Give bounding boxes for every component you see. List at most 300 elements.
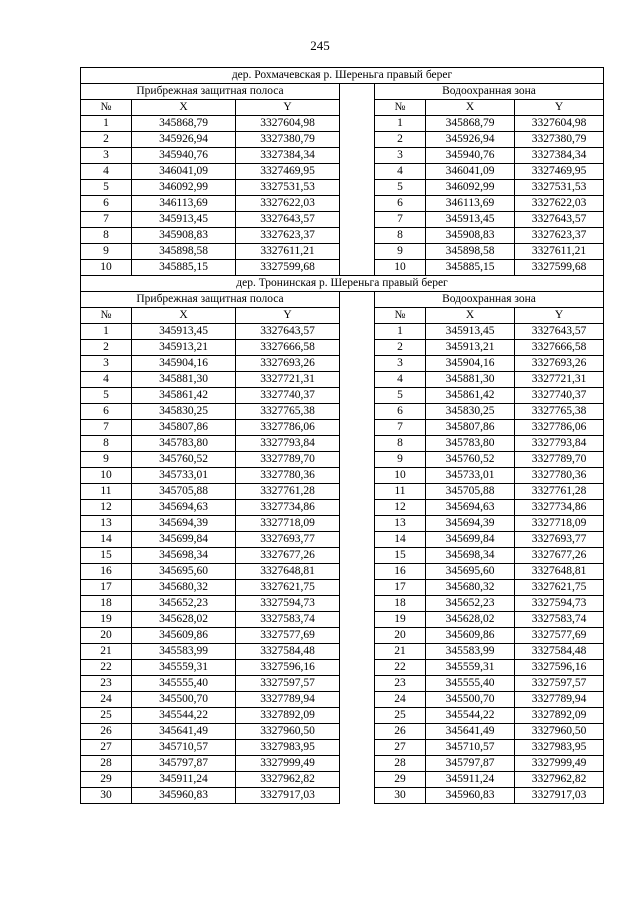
left-cell: 10 (81, 468, 132, 484)
right-cell: 3327721,31 (515, 372, 604, 388)
table-row (81, 196, 604, 212)
left-cell: 6 (81, 404, 132, 420)
table-row (81, 708, 604, 724)
right-cell: 3327594,73 (515, 596, 604, 612)
table-row (81, 772, 604, 788)
right-cell: 345783,80 (426, 436, 515, 452)
right-cell: 3327789,70 (515, 452, 604, 468)
right-cell: 345500,70 (426, 692, 515, 708)
column-gap (340, 244, 375, 260)
left-cell: 345960,83 (132, 788, 236, 804)
right-cell: 9 (375, 452, 426, 468)
column-gap (340, 292, 375, 308)
left-cell: 345628,02 (132, 612, 236, 628)
right-cell: 3327621,75 (515, 580, 604, 596)
column-gap (340, 772, 375, 788)
right-cell: 24 (375, 692, 426, 708)
left-cell: 3327917,03 (236, 788, 340, 804)
right-subtitle: Водоохранная зона (375, 292, 604, 308)
right-header-cell: Y (515, 100, 604, 116)
right-header-cell: X (426, 100, 515, 116)
right-cell: 3327740,37 (515, 388, 604, 404)
right-cell: 9 (375, 244, 426, 260)
right-cell: 3 (375, 148, 426, 164)
column-gap (340, 436, 375, 452)
left-cell: 346092,99 (132, 180, 236, 196)
right-cell: 345555,40 (426, 676, 515, 692)
left-cell: 345694,39 (132, 516, 236, 532)
column-gap (340, 372, 375, 388)
left-cell: 29 (81, 772, 132, 788)
left-cell: 3327531,53 (236, 180, 340, 196)
right-cell: 22 (375, 660, 426, 676)
left-cell: 345609,86 (132, 628, 236, 644)
column-gap (340, 500, 375, 516)
right-cell: 1 (375, 324, 426, 340)
right-cell: 345694,39 (426, 516, 515, 532)
left-cell: 3327734,86 (236, 500, 340, 516)
table-row (81, 356, 604, 372)
right-cell: 345652,23 (426, 596, 515, 612)
section-title: дер. Рохмачевская р. Шереньга правый берег (81, 68, 604, 84)
left-cell: 3327721,31 (236, 372, 340, 388)
column-gap (340, 692, 375, 708)
left-cell: 3327384,34 (236, 148, 340, 164)
table-row (81, 468, 604, 484)
coordinates-table (80, 67, 604, 804)
left-cell: 30 (81, 788, 132, 804)
right-cell: 28 (375, 756, 426, 772)
right-cell: 3327380,79 (515, 132, 604, 148)
left-cell: 24 (81, 692, 132, 708)
left-cell: 7 (81, 420, 132, 436)
column-gap (340, 532, 375, 548)
right-cell: 7 (375, 420, 426, 436)
left-cell: 3327960,50 (236, 724, 340, 740)
right-cell: 27 (375, 740, 426, 756)
table-row (81, 228, 604, 244)
header-row (81, 100, 604, 116)
column-gap (340, 596, 375, 612)
right-cell: 3327780,36 (515, 468, 604, 484)
right-cell: 3327960,50 (515, 724, 604, 740)
right-cell: 345913,45 (426, 324, 515, 340)
left-header-cell: X (132, 308, 236, 324)
right-cell: 345628,02 (426, 612, 515, 628)
left-cell: 345760,52 (132, 452, 236, 468)
left-cell: 345898,58 (132, 244, 236, 260)
left-cell: 3327584,48 (236, 644, 340, 660)
left-cell: 3327597,57 (236, 676, 340, 692)
right-cell: 3327693,77 (515, 532, 604, 548)
table-row (81, 164, 604, 180)
right-cell: 3327734,86 (515, 500, 604, 516)
table-row (81, 660, 604, 676)
subtitle-row (81, 292, 604, 308)
left-cell: 17 (81, 580, 132, 596)
column-gap (340, 228, 375, 244)
right-cell: 1 (375, 116, 426, 132)
table-row (81, 180, 604, 196)
left-cell: 345544,22 (132, 708, 236, 724)
left-cell: 4 (81, 164, 132, 180)
right-cell: 3327761,28 (515, 484, 604, 500)
table-row (81, 724, 604, 740)
left-cell: 3327643,57 (236, 324, 340, 340)
column-gap (340, 260, 375, 276)
left-cell: 16 (81, 564, 132, 580)
left-cell: 1 (81, 116, 132, 132)
left-cell: 345694,63 (132, 500, 236, 516)
table-row (81, 452, 604, 468)
right-cell: 3327604,98 (515, 116, 604, 132)
left-cell: 6 (81, 196, 132, 212)
table-row (81, 132, 604, 148)
table-row (81, 612, 604, 628)
right-cell: 345904,16 (426, 356, 515, 372)
section-title: дер. Тронинская р. Шереньга правый берег (81, 276, 604, 292)
column-gap (340, 164, 375, 180)
column-gap (340, 84, 375, 100)
right-cell: 7 (375, 212, 426, 228)
left-cell: 3327643,57 (236, 212, 340, 228)
column-gap (340, 212, 375, 228)
table-row (81, 388, 604, 404)
table-row (81, 788, 604, 804)
right-cell: 3327623,37 (515, 228, 604, 244)
left-cell: 3327577,69 (236, 628, 340, 644)
column-gap (340, 308, 375, 324)
left-cell: 3327611,21 (236, 244, 340, 260)
left-cell: 345926,94 (132, 132, 236, 148)
right-cell: 3 (375, 356, 426, 372)
left-cell: 3327677,26 (236, 548, 340, 564)
column-gap (340, 196, 375, 212)
table-row (81, 500, 604, 516)
right-cell: 21 (375, 644, 426, 660)
left-cell: 345641,49 (132, 724, 236, 740)
right-cell: 19 (375, 612, 426, 628)
right-cell: 10 (375, 468, 426, 484)
right-cell: 3327577,69 (515, 628, 604, 644)
left-cell: 3327740,37 (236, 388, 340, 404)
right-cell: 345694,63 (426, 500, 515, 516)
left-cell: 345583,99 (132, 644, 236, 660)
column-gap (340, 324, 375, 340)
table-row (81, 628, 604, 644)
column-gap (340, 724, 375, 740)
left-cell: 345881,30 (132, 372, 236, 388)
section-title-row (81, 276, 604, 292)
right-header-cell: Y (515, 308, 604, 324)
right-cell: 345544,22 (426, 708, 515, 724)
right-cell: 12 (375, 500, 426, 516)
right-cell: 26 (375, 724, 426, 740)
left-cell: 3327999,49 (236, 756, 340, 772)
left-cell: 3327623,37 (236, 228, 340, 244)
left-cell: 3327780,36 (236, 468, 340, 484)
column-gap (340, 548, 375, 564)
right-cell: 345960,83 (426, 788, 515, 804)
left-cell: 345710,57 (132, 740, 236, 756)
right-cell: 3327962,82 (515, 772, 604, 788)
right-cell: 3327892,09 (515, 708, 604, 724)
table-row (81, 436, 604, 452)
right-cell: 3327648,81 (515, 564, 604, 580)
right-cell: 3327666,58 (515, 340, 604, 356)
left-cell: 345911,24 (132, 772, 236, 788)
right-cell: 345940,76 (426, 148, 515, 164)
table-row (81, 420, 604, 436)
right-cell: 345913,45 (426, 212, 515, 228)
left-cell: 1 (81, 324, 132, 340)
left-cell: 27 (81, 740, 132, 756)
left-cell: 345830,25 (132, 404, 236, 420)
right-header-cell: № (375, 308, 426, 324)
table-row (81, 212, 604, 228)
column-gap (340, 644, 375, 660)
column-gap (340, 388, 375, 404)
table-row (81, 148, 604, 164)
right-cell: 10 (375, 260, 426, 276)
table-row (81, 116, 604, 132)
table-row (81, 548, 604, 564)
right-cell: 3327999,49 (515, 756, 604, 772)
left-cell: 8 (81, 436, 132, 452)
right-cell: 345885,15 (426, 260, 515, 276)
left-cell: 3327962,82 (236, 772, 340, 788)
right-cell: 3327643,57 (515, 212, 604, 228)
table-row (81, 532, 604, 548)
right-cell: 345830,25 (426, 404, 515, 420)
right-cell: 4 (375, 372, 426, 388)
left-cell: 3327789,70 (236, 452, 340, 468)
left-cell: 345913,45 (132, 212, 236, 228)
right-cell: 3327469,95 (515, 164, 604, 180)
left-cell: 23 (81, 676, 132, 692)
left-cell: 346113,69 (132, 196, 236, 212)
right-cell: 345705,88 (426, 484, 515, 500)
left-cell: 345913,21 (132, 340, 236, 356)
right-cell: 3327583,74 (515, 612, 604, 628)
right-cell: 18 (375, 596, 426, 612)
left-cell: 345705,88 (132, 484, 236, 500)
right-cell: 29 (375, 772, 426, 788)
right-cell: 345699,84 (426, 532, 515, 548)
left-cell: 28 (81, 756, 132, 772)
left-cell: 345783,80 (132, 436, 236, 452)
left-cell: 5 (81, 388, 132, 404)
column-gap (340, 484, 375, 500)
left-cell: 3327761,28 (236, 484, 340, 500)
right-cell: 345797,87 (426, 756, 515, 772)
section-title-row (81, 68, 604, 84)
left-header-cell: Y (236, 308, 340, 324)
table-row (81, 484, 604, 500)
right-cell: 3327531,53 (515, 180, 604, 196)
right-cell: 3327622,03 (515, 196, 604, 212)
left-cell: 345680,32 (132, 580, 236, 596)
right-cell: 345559,31 (426, 660, 515, 676)
left-cell: 4 (81, 372, 132, 388)
right-cell: 3327596,16 (515, 660, 604, 676)
table-row (81, 644, 604, 660)
right-subtitle: Водоохранная зона (375, 84, 604, 100)
left-cell: 19 (81, 612, 132, 628)
left-cell: 3327793,84 (236, 436, 340, 452)
right-cell: 3327789,94 (515, 692, 604, 708)
left-cell: 9 (81, 244, 132, 260)
left-cell: 345868,79 (132, 116, 236, 132)
right-cell: 345898,58 (426, 244, 515, 260)
left-cell: 345695,60 (132, 564, 236, 580)
table-row (81, 756, 604, 772)
column-gap (340, 340, 375, 356)
left-cell: 26 (81, 724, 132, 740)
left-cell: 345913,45 (132, 324, 236, 340)
right-cell: 345710,57 (426, 740, 515, 756)
left-cell: 7 (81, 212, 132, 228)
left-cell: 3327765,38 (236, 404, 340, 420)
column-gap (340, 676, 375, 692)
right-cell: 345680,32 (426, 580, 515, 596)
column-gap (340, 788, 375, 804)
left-cell: 3327596,16 (236, 660, 340, 676)
column-gap (340, 740, 375, 756)
right-cell: 3327793,84 (515, 436, 604, 452)
left-cell: 5 (81, 180, 132, 196)
left-cell: 9 (81, 452, 132, 468)
right-cell: 345641,49 (426, 724, 515, 740)
column-gap (340, 660, 375, 676)
left-cell: 3327693,77 (236, 532, 340, 548)
left-cell: 18 (81, 596, 132, 612)
right-cell: 4 (375, 164, 426, 180)
right-cell: 346092,99 (426, 180, 515, 196)
right-cell: 345609,86 (426, 628, 515, 644)
right-cell: 345733,01 (426, 468, 515, 484)
right-cell: 5 (375, 388, 426, 404)
column-gap (340, 612, 375, 628)
column-gap (340, 516, 375, 532)
left-header-cell: № (81, 100, 132, 116)
column-gap (340, 180, 375, 196)
right-cell: 3327983,95 (515, 740, 604, 756)
right-cell: 3327917,03 (515, 788, 604, 804)
left-cell: 2 (81, 132, 132, 148)
right-cell: 8 (375, 228, 426, 244)
left-cell: 3 (81, 356, 132, 372)
right-cell: 6 (375, 404, 426, 420)
table-row (81, 516, 604, 532)
right-cell: 8 (375, 436, 426, 452)
right-cell: 346041,09 (426, 164, 515, 180)
right-cell: 15 (375, 548, 426, 564)
left-cell: 20 (81, 628, 132, 644)
column-gap (340, 452, 375, 468)
left-header-cell: № (81, 308, 132, 324)
column-gap (340, 148, 375, 164)
table-row (81, 372, 604, 388)
left-cell: 3327583,74 (236, 612, 340, 628)
table-row (81, 596, 604, 612)
left-cell: 14 (81, 532, 132, 548)
right-cell: 345913,21 (426, 340, 515, 356)
right-cell: 3327611,21 (515, 244, 604, 260)
right-cell: 3327643,57 (515, 324, 604, 340)
right-cell: 2 (375, 340, 426, 356)
left-cell: 3327718,09 (236, 516, 340, 532)
column-gap (340, 708, 375, 724)
left-subtitle: Прибрежная защитная полоса (81, 292, 340, 308)
left-cell: 13 (81, 516, 132, 532)
table-row (81, 404, 604, 420)
left-subtitle: Прибрежная защитная полоса (81, 84, 340, 100)
left-cell: 345885,15 (132, 260, 236, 276)
right-cell: 345583,99 (426, 644, 515, 660)
right-cell: 6 (375, 196, 426, 212)
right-cell: 3327384,34 (515, 148, 604, 164)
right-cell: 5 (375, 180, 426, 196)
table-row (81, 340, 604, 356)
left-header-cell: Y (236, 100, 340, 116)
table-row (81, 580, 604, 596)
right-cell: 3327584,48 (515, 644, 604, 660)
left-cell: 345807,86 (132, 420, 236, 436)
left-cell: 345699,84 (132, 532, 236, 548)
left-cell: 345500,70 (132, 692, 236, 708)
right-cell: 30 (375, 788, 426, 804)
right-cell: 345911,24 (426, 772, 515, 788)
left-cell: 3327604,98 (236, 116, 340, 132)
right-header-cell: X (426, 308, 515, 324)
left-cell: 345555,40 (132, 676, 236, 692)
table-row (81, 564, 604, 580)
right-cell: 2 (375, 132, 426, 148)
column-gap (340, 116, 375, 132)
column-gap (340, 100, 375, 116)
left-cell: 21 (81, 644, 132, 660)
left-cell: 345559,31 (132, 660, 236, 676)
table-row (81, 692, 604, 708)
right-cell: 345807,86 (426, 420, 515, 436)
left-cell: 345698,34 (132, 548, 236, 564)
left-cell: 3327693,26 (236, 356, 340, 372)
column-gap (340, 420, 375, 436)
right-cell: 3327718,09 (515, 516, 604, 532)
left-cell: 3327983,95 (236, 740, 340, 756)
right-cell: 25 (375, 708, 426, 724)
left-cell: 3327622,03 (236, 196, 340, 212)
left-cell: 345861,42 (132, 388, 236, 404)
right-cell: 3327677,26 (515, 548, 604, 564)
right-cell: 345698,34 (426, 548, 515, 564)
left-cell: 345733,01 (132, 468, 236, 484)
right-cell: 3327786,06 (515, 420, 604, 436)
right-cell: 345695,60 (426, 564, 515, 580)
table-row (81, 740, 604, 756)
left-cell: 3327892,09 (236, 708, 340, 724)
left-cell: 345904,16 (132, 356, 236, 372)
left-cell: 3327666,58 (236, 340, 340, 356)
column-gap (340, 564, 375, 580)
right-cell: 3327599,68 (515, 260, 604, 276)
right-cell: 3327597,57 (515, 676, 604, 692)
right-cell: 17 (375, 580, 426, 596)
header-row (81, 308, 604, 324)
right-cell: 346113,69 (426, 196, 515, 212)
left-cell: 3327786,06 (236, 420, 340, 436)
